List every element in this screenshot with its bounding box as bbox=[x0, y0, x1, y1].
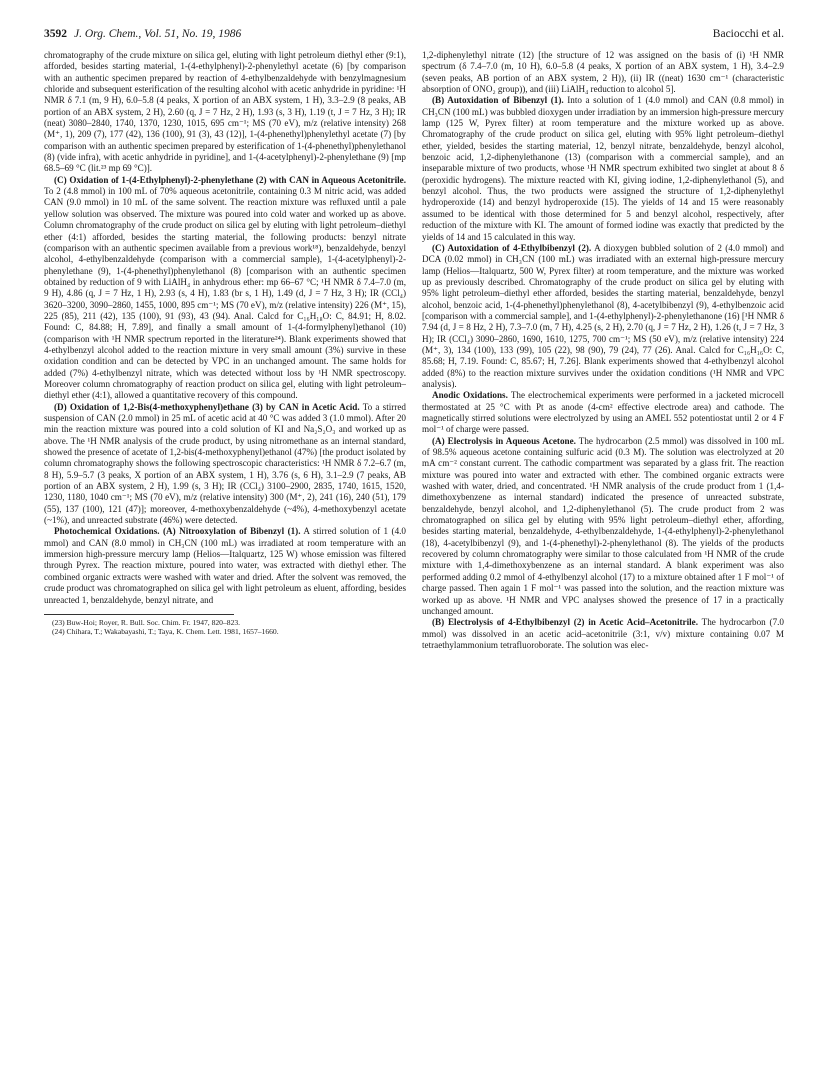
section-heading: (A) Electrolysis in Aqueous Acetone. bbox=[432, 435, 576, 446]
paragraph-text: To a stirred suspension of CAN (2.0 mmol) in 25 mL of acetic acid at 40 °C was added 3 (1.0 mmol). After 20 min the reaction mixture was poured into a cold solution of KI and Na₂S₂O₃ and worked up as above. The ¹H NMR analysis of the crude product, by using nitromethane as an internal standard, showed the presence of acetate of 1,2-bis(4-methoxyphenyl)ethanol (47%) [the product isolated by column chromatography shows the following spectroscopic characteristics: ¹H NMR δ 7.2–6.7 (m, 8 H), 5.9–5.7 (3 peaks, X portion of an ABX system, 1 H), 3.76 (s, 6 H), 3.1–2.9 (7 peaks, AB portion of an ABX system, 2 H), 1.99 (s, 3 H); IR (CCl₄) 3100–2900, 2835, 1740, 1615, 1520, 1230, 1180, 1040 cm⁻¹; MS (70 eV), m/z (relative intensity) 300 (M⁺, 2), 241 (16), 240 (51), 179 (55), 137 (100), 121 (47)]; moreover, 4-methoxybenzaldehyde (~4%), 4-methoxybenzyl acetate (~1%), and unreacted substrate (46%) were detected. bbox=[44, 401, 406, 526]
section-heading: Anodic Oxidations. bbox=[432, 390, 508, 401]
paragraph bbox=[422, 436, 784, 618]
section-heading: (C) Autoxidation of 4-Ethylbibenzyl (2). bbox=[432, 242, 592, 253]
paragraph bbox=[44, 175, 406, 402]
footnote-24: (24) Chihara, T.; Wakabayashi, T.; Taya, K. Chem. Lett. 1981, 1657–1660. bbox=[52, 627, 279, 637]
paragraph-text: To 2 (4.8 mmol) in 100 mL of 70% aqueous acetonitrile, containing 0.3 M nitric acid, was added CAN (9.0 mmol) in 10 mL of the same solvent. The reaction mixture was refluxed until a pale yellow solution was observed. The mixture was poured into cold water and worked up as above. Column chromatography of the crude product on silica gel by eluting with light petroleum–diethyl ether (4:1) afforded, besides the starting material, the following products: benzyl nitrate (comparison with an authentic specimen available from a previous work¹⁸), benzaldehyde, benzyl alcohol, 4-ethylbenzaldehyde (comparison with a commercial sample), 1-(4-acetylphenyl)-2-phenylethane (9), 1-(4-phenethyl)phenylethanol (8) [comparison with an authentic specimen obtained by reduction of 9 with LiAlH₄ in anhydrous ether: mp 66–67 °C; ¹H NMR δ 7.4–7.0 (m, 9 H), 4.86 (q, J = 7 Hz, 1 H), 2.93 (s, 4 H), 1.83 (br s, 1 H), 1.49 (d, J = 7 Hz, 3 H); IR (CCl₄) 3620–3200, 3090–2860, 1455, 1000, 895 cm⁻¹; MS (70 eV), m/z (relative intensity) 226 (M⁺, 15), 225 (85), 211 (42), 135 (100), 91 (93), 43 (94). Anal. Calcd for C₁₆H₁₈O: C, 84.91; H, 8.02. Found: C, 84.88; H, 7.89], and finally a small amount of 1-(4-formylphenyl)ethanol (10) (comparison with ¹H NMR spectrum reported in the literature²⁴). Blank experiments showed that 4-ethylbenzyl alcohol added to the reaction mixture in very small amount (3%) survive in these oxidation condition and can be detected by VPC in an unchanged amount. The same holds for added (7%) 4-ethylbenzyl nitrate, which was detected without loss by ¹H NMR spectroscopy. Moreover column chromatography of reaction product on silica gel, eluting with light petroleum–diethyl ether (4:1), allowed a quantitative recovery of this compound. bbox=[44, 186, 406, 401]
journal-volume: Vol. 51, bbox=[144, 28, 179, 40]
journal-citation bbox=[74, 28, 241, 40]
paragraph bbox=[422, 390, 784, 435]
running-authors: Baciocchi et al. bbox=[712, 28, 784, 40]
left-column-body bbox=[44, 50, 406, 606]
paragraph bbox=[422, 95, 784, 242]
journal-name: J. Org. Chem., bbox=[74, 28, 142, 40]
paragraph bbox=[422, 50, 784, 95]
page-number: 3592 bbox=[44, 28, 67, 40]
section-heading: (C) Oxidation of 1-(4-Ethylphenyl)-2-phenylethane (2) with CAN in Aqueous Acetonitrile. bbox=[54, 174, 406, 185]
journal-page bbox=[44, 28, 784, 1048]
paragraph-text: A dioxygen bubbled solution of 2 (4.0 mmol) and DCA (0.02 mmol) in CH₃CN (100 mL) was irradiated with an external high-pressure mercury lamp (Helios—Italquartz, 500 W, Pyrex filter) at room temperature, and the mixture was worked up as previously described. Chromatography of the crude product on silica gel by eluting with 95% light petroleum–diethyl ether afforded, besides the starting material, benzaldehyde, benzyl alcohol, benzoic acid, 1-(4-phenethyl)phenylethanol (8), 4-acetylbibenzyl (9), 4-ethylbenzoic acid [comparison with a commercial sample], and 1-(4-ethylphenyl)-2-phenylethanone (16) [¹H NMR δ 7.94 (d, J = 8 Hz, 2 H), 7.3–7.0 (m, 7 H), 4.25 (s, 2 H), 2.70 (q, J = 7 Hz, 2 H), 1.26 (t, J = 7 Hz, 3 H); IR (CCl₄) 3090–2860, 1690, 1610, 1275, 700 cm⁻¹; MS (50 eV), m/z (relative intensity) 224 (M⁺, 3), 134 (100), 133 (99), 105 (22), 98 (90), 79 (24), 77 (26). Anal. Calcd for C₁₆H₁₆O: C, 85.68; H, 7.19. Found: C, 85.67; H, 7.26]. Blank experiments showed that 4-ethylbenzyl alcohol added (8%) to the reaction mixture survives under the oxidation conditions (¹H NMR and VPC analysis). bbox=[422, 242, 784, 389]
section-heading: Photochemical Oxidations. (A) Nitrooxylation of Bibenzyl (1). bbox=[54, 526, 301, 537]
paragraph bbox=[44, 50, 406, 175]
section-heading: (B) Autoxidation of Bibenzyl (1). bbox=[432, 95, 564, 106]
paragraph-text: The electrochemical experiments were performed in a jacketed microcell thermostated at 25 °C with Pt as anode (4-cm² effective electrode area) and cathode. The magnetically stirred solutions were electrolyzed by using an AMEL 552 potentiostat until 2 or 4 F mol⁻¹ of charge were passed. bbox=[422, 390, 785, 435]
right-column-body bbox=[422, 50, 784, 651]
journal-issue: No. 19, 1986 bbox=[181, 28, 242, 40]
footnotes bbox=[44, 614, 279, 637]
paragraph-text: A stirred solution of 1 (4.0 mmol) and CAN (8.0 mmol) in CH₃CN (100 mL) was irradiated at room temperature with an immersion high-pressure mercury lamp (Helios—Italquartz, 125 W) whose emission was filtered through Pyrex. The reaction mixture, poured into water, was extracted with diethyl ether. The combined organic extracts were washed with water and dried. After the solvent was removed, the crude product was chromatographed on silica gel with light petroleum as eluent, affording, besides unreacted 1, benzaldehyde, benzyl nitrate, and bbox=[44, 526, 406, 605]
paragraph-text: Into a solution of 1 (4.0 mmol) and CAN (0.8 mmol) in CH₃CN (100 mL) was bubbled dioxygen under irradiation by an immersion high-pressure mercury lamp (125 W, Pyrex filter) at room temperature and the mixture worked up as above. Chromatography of the crude product on silica gel, eluting with 95% light petroleum–diethyl ether, yielded, besides the starting material, 12, benzyl nitrate, benzaldehyde, benzyl alcohol, benzoic acid, 1,2-diphenylethanone (13) (comparison with a commercial sample), and an inseparable mixture of two products, whose ¹H NMR spectrum exhibited two singlet at about 8 δ (peroxidic hydrogens). The mixture reacted with KI, giving iodine, 1,2-diphenylethanol (5), and benzyl alcohol. Thus, the two products were assigned the structure of 1,2-diphenylethyl hydroperoxide (14) and benzyl hydroperoxide (15). The yields of 14 and 15 were reasonably assumed to be identical with those determined for 5 and benzyl alcohol, respectively, after reduction of the mixture with KI. The amount of formed iodine was exactly that predicted by the yields of 14 and 15 calculated in this way. bbox=[422, 95, 784, 242]
running-header bbox=[44, 28, 784, 50]
paragraph-text: The hydrocarbon (7.0 mmol) was dissolved in an acetic acid–acetonitrile (3:1, v/v) mixture containing 0.07 M tetraethylammonium tetrafluoroborate. The solution was elec- bbox=[422, 617, 784, 650]
paragraph-text: chromatography of the crude mixture on silica gel, eluting with light petroleum diethyl ether (9:1), afforded, besides starting material, 1-(4-ethylphenyl)-2-phenylethyl acetate (6) [by comparison with an authentic specimen prepared by reaction of 4-ethylbenzaldehyde with benzylmagnesium chloride and subsequent esterification of the resulting alcohol with acetic anhydride in pyridine: ¹H NMR δ 7.1 (m, 9 H), 6.0–5.8 (4 peaks, X portion of an ABX system, 1 H), 3.3–2.9 (8 peaks, AB portion of an ABX system, 2 H), 2.60 (q, J = 7 Hz, 2 H), 1.93 (s, 3 H), 1.19 (t, J = 7 Hz, 3 H); IR (neat) 3080–2840, 1740, 1370, 1230, 1015, 695 cm⁻¹; MS (70 eV), m/z (relative intensity) 268 (M⁺, 1), 209 (7), 177 (42), 136 (100), 91 (3), 43 (12)], 1-(4-phenethyl)phenylethyl acetate (7) [by comparison with an authentic specimen prepared by esterification of 1-(4-phenethyl)phenylethanol (8) (vide infra), with acetic anhydride in pyridine], and 1-(4-acetylphenyl)-2-phenylethane (9) [mp 68.5–69 °C (lit.²³ mp 69 °C)]. bbox=[44, 50, 406, 174]
paragraph-text: 1,2-diphenylethyl nitrate (12) [the structure of 12 was assigned on the basis of (i) ¹H NMR spectrum (δ 7.4–7.0 (m, 10 H), 6.0–5.8 (4 peaks, X portion of an ABX system, 1 H), 3.4–2.9 (seven peaks, AB portion of an ABX system, 2 H)), (ii) IR ((neat) 1630 cm⁻¹ (characteristic absorption of ONO₂ group)), and (iii) LiAlH₄ reduction to alcohol 5]. bbox=[422, 50, 784, 95]
paragraph bbox=[422, 243, 784, 390]
left-column bbox=[44, 50, 406, 651]
paragraph bbox=[44, 402, 406, 527]
footnote-23: (23) Buw-Hoi; Royer, R. Bull. Soc. Chim. Fr. 1947, 820–823. bbox=[52, 617, 241, 627]
paragraph-text: The hydrocarbon (2.5 mmol) was dissolved in 100 mL of 98.5% aqueous acetone containing sulfuric acid (0.3 M). The solution was electrolyzed at 20 mA cm⁻² constant current. The cathodic compartment was separated by a glass frit. The reaction mixture was poured into water and extracted with ether. The combined organic extracts were washed with water, dried, and concentrated. ¹H NMR analysis of the crude product from 1 (1,4-dimethoxybenzene as internal standard) indicated the presence of unreacted substrate, benzaldehyde, benzyl alcohol, and 1,2-diphenylethanol (5). The crude product from 2 was chromatographed on silica gel by eluting with 95% light petroleum–diethyl ether, affording, besides starting material, benzaldehyde, 4-ethylbenzaldehyde, 1-(4-ethylphenyl)-2-phenylethanol (18), 4-acetylbibenzyl (9), and 1-(4-phenethyl)-2-phenylethanol (8). The yields of the products recovered by column chromatography were similar to those calculated from ¹H NMR of the crude mixture with 1,4-dimethoxybenzene as an internal standard. A blank experiment was also performed adding 0.2 mmol of 4-ethylbenzyl alcohol (17) to a mixture obtained after 1 F mol⁻¹ of charge passed. Then again 1 F mol⁻¹ was passed into the solution, and the reaction mixture was worked up as above. ¹H NMR and VPC analyses showed the presence of 17 in a practically unchanged amount. bbox=[422, 435, 784, 616]
section-heading: (B) Electrolysis of 4-Ethylbibenzyl (2) in Acetic Acid–Acetonitrile. bbox=[432, 617, 698, 628]
right-column bbox=[422, 50, 784, 651]
paragraph bbox=[44, 526, 406, 605]
paragraph bbox=[422, 617, 784, 651]
section-heading: (D) Oxidation of 1,2-Bis(4-methoxyphenyl)ethane (3) by CAN in Acetic Acid. bbox=[54, 401, 360, 412]
